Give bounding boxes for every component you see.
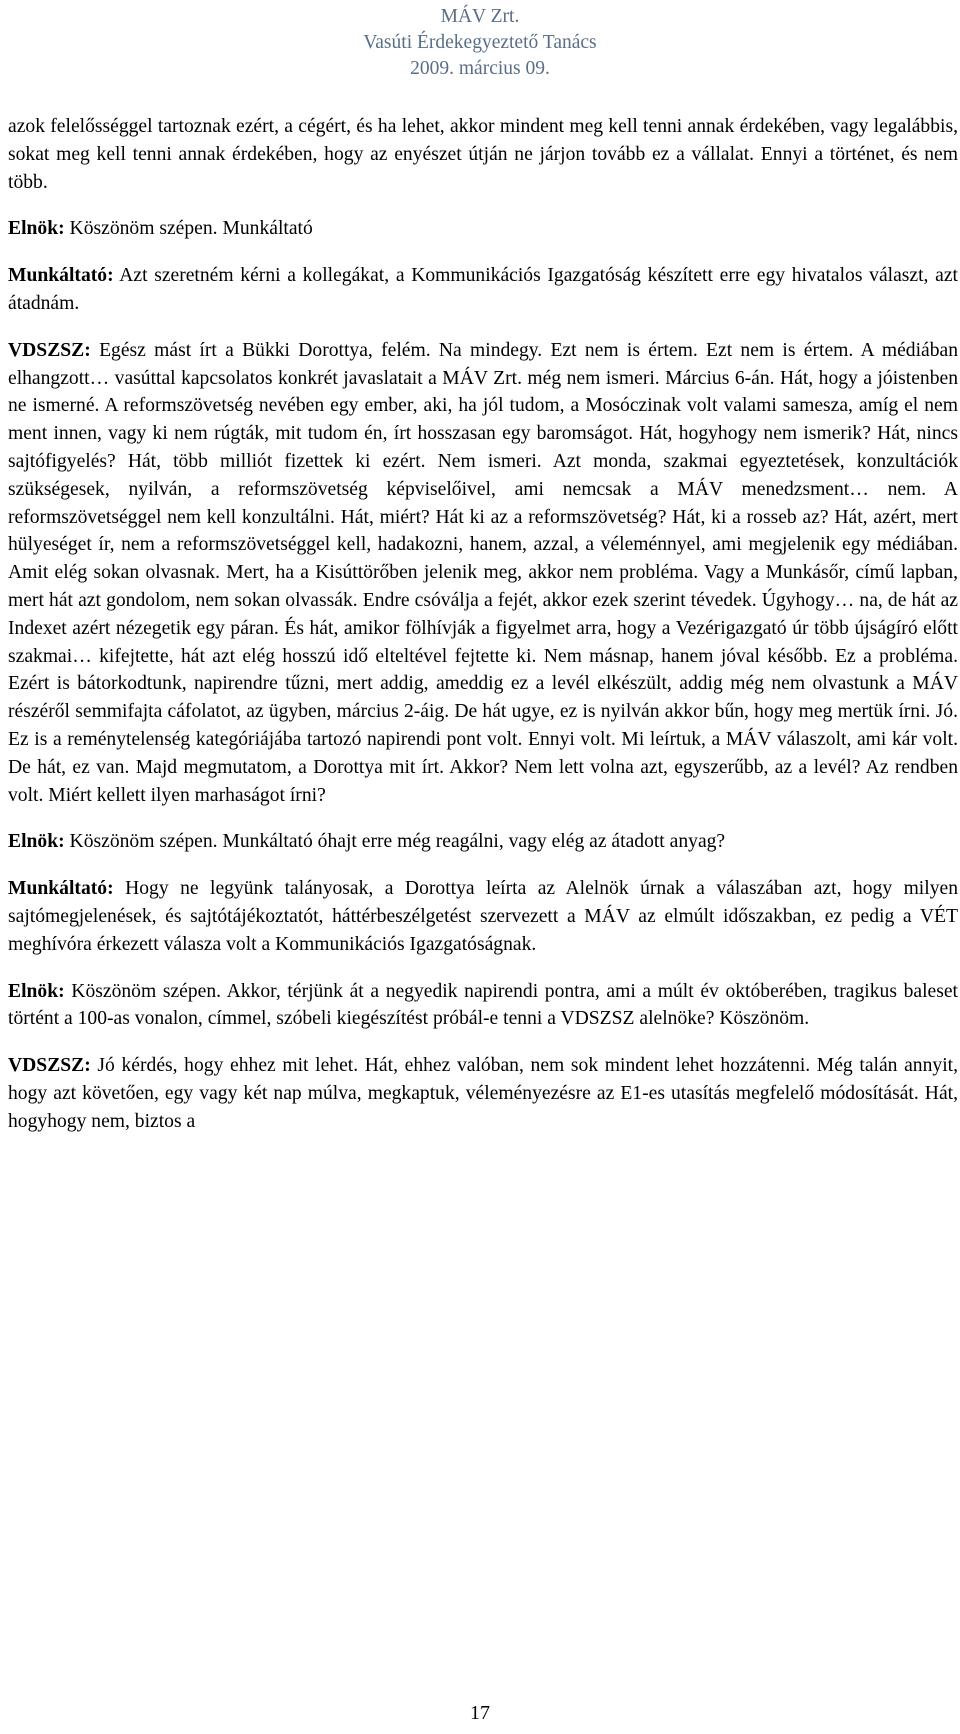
speaker-label: Elnök: — [8, 980, 65, 1002]
speaker-label: Elnök: — [8, 831, 65, 853]
transcript-paragraph — [8, 337, 958, 810]
paragraph-text: Hogy ne legyünk talányosak, a Dorottya leírta az Alelnök úrnak a válaszában azt, hogy milyen sajtómegjelenések, és sajtótájékoztatót, háttérbeszélgetést szervezett a MÁV az elmúlt időszakban, ez pedig a VÉT meghívóra érkezett válasza volt a Kommunikációs Igazgatóságnak. — [8, 878, 958, 955]
paragraph-text: Azt szeretném kérni a kollegákat, a Kommunikációs Igazgatóság készített erre egy hivatalos választ, azt átadnám. — [8, 265, 958, 314]
speaker-label: Munkáltató: — [8, 878, 114, 900]
speaker-label: VDSZSZ: — [8, 1055, 91, 1077]
speaker-label: Elnök: — [8, 218, 65, 240]
transcript-paragraph — [8, 215, 958, 243]
speaker-label: VDSZSZ: — [8, 339, 91, 361]
transcript-paragraph — [8, 828, 958, 856]
transcript-paragraph — [8, 978, 958, 1034]
paragraph-text: Köszönöm szépen. Munkáltató óhajt erre még reagálni, vagy elég az átadott anyag? — [69, 831, 726, 853]
paragraph-text: azok felelősséggel tartoznak ezért, a cégért, és ha lehet, akkor mindent meg kell tenni annak érdekében, vagy legalábbis, sokat meg kell tenni annak érdekében, hogy az enyészet útján ne járjon tovább ez a vállalat. Ennyi a történet, és nem több. — [8, 116, 958, 193]
paragraph-text: Köszönöm szépen. Akkor, térjünk át a negyedik napirendi pontra, ami a múlt év októberében, tragikus baleset történt a 100-as vonalon, címmel, szóbeli kiegészítést próbál-e tenni a VDSZSZ alelnöke? Köszönöm. — [8, 980, 959, 1030]
header-organization: MÁV Zrt. — [440, 6, 520, 27]
header-date: 2009. március 09. — [410, 58, 550, 79]
header-council: Vasúti Érdekegyeztető Tanács — [363, 32, 597, 53]
page-number: 17 — [470, 1702, 490, 1724]
paragraph-text: Jó kérdés, hogy ehhez mit lehet. Hát, ehhez valóban, nem sok mindent lehet hozzátenni. Még talán annyit, hogy azt követően, egy vagy két nap múlva, megkaptuk, véleményezésre az E1-es utasítás megfelelő módosítását. Hát, hogyhogy nem, biztos a — [8, 1055, 958, 1132]
transcript-paragraph — [8, 262, 958, 318]
transcript-paragraph — [8, 113, 958, 196]
transcript-paragraph — [8, 875, 958, 958]
page-header — [0, 4, 960, 82]
transcript-body — [8, 113, 958, 1155]
paragraph-text: Köszönöm szépen. Munkáltató — [69, 218, 313, 240]
speaker-label: Munkáltató: — [8, 265, 114, 287]
transcript-paragraph — [8, 1052, 958, 1135]
paragraph-text: Egész mást írt a Bükki Dorottya, felém. Na mindegy. Ezt nem is értem. Ezt nem is értem. A médiában elhangzott… vasúttal kapcsolatos konkrét javaslatait a MÁV Zrt. még nem ismeri. Március 6-án. Hát, hogy a jóistenben ne ismerné. A reformszövetség nevében egy ember, aki, ha jól tudom, a Mosóczinak volt valami samesza, amíg el nem ment innen, vagy ki nem rúgták, mit tudom én, írt hosszasan egy baromságot. Hát, hogyhogy nem ismerik? Hát, nincs sajtófigyelés? Hát, több milliót fizettek ki ezért. Nem ismeri. Azt monda, szakmai egyeztetések, konzultációk szükségesek, nyilván, a reformszövetség képviselőivel, ami nemcsak a MÁV menedzsment… nem. A reformszövetséggel nem kell konzultálni. Hát, miért? Hát ki az a reformszövetség? Hát, ki a rosseb az? Hát, azért, mert hülyeséget ír, nem a reformszövetséggel kell, hadakozni, hanem, azzal, a véleménnyel, ami megjelenik egy médiában. Amit elég sokan olvasnak. Mert, ha a Kisúttörőben jelenik meg, akkor nem probléma. Vagy a Munkásőr, című lapban, mert hát azt gondolom, nem sokan olvassák. Endre csóválja a fejét, akkor ezek szerint tévedek. Úgyhogy… na, de hát az Indexet azért nézegetik egy páran. És hát, amikor fölhívják a figyelmet arra, hogy a Vezérigazgató úr több újságíró előtt szakmai… kifejtette, hát azt elég hosszú idő elteltével fejtette ki. Nem másnap, hanem jóval később. Ez a probléma. Ezért is bátorkodtunk, napirendre tűzni, mert addig, ameddig ez a levél elkészült, addig még nem olvastunk a MÁV részéről semmifajta cáfolatot, az ügyben, március 2-áig. De hát ugye, ez is nyilván akkor bűn, hogy meg mertük írni. Jó. Ez is a reménytelenség kategóriájába tartozó napirendi pont volt. Ennyi volt. Mi leírtuk, a MÁV válaszolt, ami kár volt. De hát, ez van. Majd megmutatom, a Dorottya mit írt. Akkor? Nem lett volna azt, egyszerűbb, az a levél? Az rendben volt. Miért kellett ilyen marhaságot írni? — [8, 339, 959, 806]
